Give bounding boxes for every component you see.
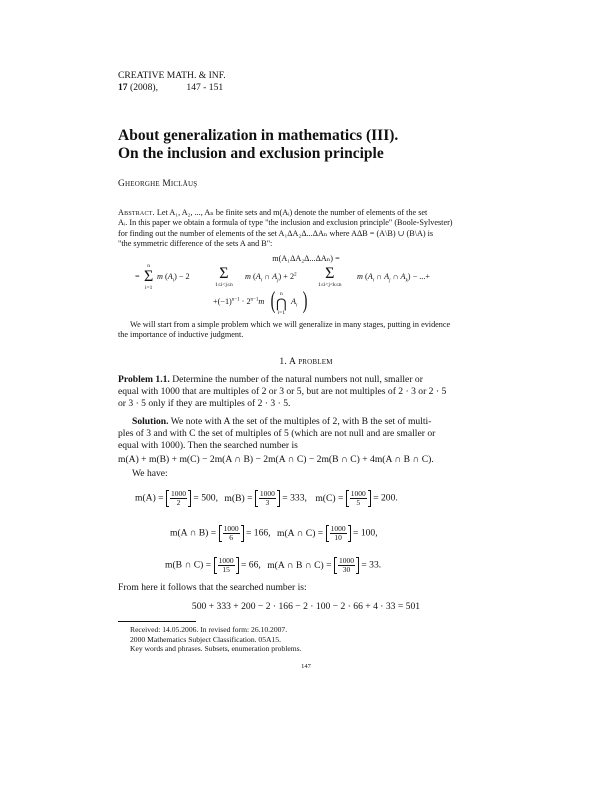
solution-line-2: ples of 3 and with C the set of multiples of 5 (which are not null and are smaller or [118,428,436,439]
received-note: Received: 14.05.2006. In revised form: 26.10.2007. [130,625,288,634]
eq-bc-rhs: = 66, [241,559,261,571]
solution-label: Solution. [132,416,169,427]
solution-line-3: equal with 1000). Then the searched number is [118,440,298,451]
eq-abc-lhs: m(A ∩ B ∩ C) = [267,559,332,571]
we-have-text: We have: [132,468,168,479]
page-number: 147 [301,663,311,670]
floor-bracket: $\frac{1000}{5}$ [346,490,371,507]
floor-bracket: $\frac{1000}{3}$ [255,490,280,507]
bracket-corner [368,506,371,507]
section-heading: 1. A problem [279,356,333,367]
eq-c-lhs: m(C) = [315,492,344,504]
equation-row-3 [165,557,381,574]
bracket-corner [326,541,329,542]
abstract-line-2: Aᵢ. In this paper we obtain a formula of type "the inclusion and exclusion principle" (Boole-Sylvester) [118,218,453,228]
bracket-corner [236,573,239,574]
abstract [118,208,478,249]
from-here-text: From here it follows that the searched number is: [118,582,307,593]
floor-bracket: $\frac{1000}{30}$ [334,557,359,574]
bracket-corner [277,506,280,507]
bracket-corner [356,573,359,574]
eq-c-rhs: = 200. [373,492,398,504]
journal-volume-line [118,82,223,93]
abstract-line-4: "the symmetric difference of the sets A and B": [118,238,273,248]
page-range: 147 - 151 [186,82,224,93]
abstract-equation-line-2: = n Σ i=1 m $(A_i) - 2$ Σ 1≤i<j≤n m ($A_i$ ∩ $A_j) + 2^2$ Σ 1≤i<j<k≤n m ($A_i$ ∩ $A_j$ ∩ $A_k$) − ...+ [135,263,430,291]
eq-abc-rhs: = 33. [361,559,382,571]
author: Gheorghe Miclăuş [118,179,198,189]
solution-line-1: We note with A the set of the multiples of 2, with B the set of multi- [170,416,432,427]
solution-block [118,416,480,480]
msc-note: 2000 Mathematics Subject Classification. 05A15. [130,634,282,644]
paper-title [118,127,398,163]
final-result: 500 + 333 + 200 − 2 · 166 − 2 · 100 − 2 · 66 + 4 · 33 = 501 [191,601,421,612]
footnote-rule [118,621,196,622]
bracket-corner [346,506,349,507]
floor-bracket: $\frac{1000}{10}$ [326,525,351,542]
title-line-2: On the inclusion and exclusion principle [118,145,384,162]
title-line-1: About generalization in mathematics (III). [118,127,399,144]
eq-ac-lhs: m(A ∩ C) = [277,527,324,539]
equation-row-2 [170,525,378,542]
problem-block [118,374,480,410]
bracket-corner [219,541,222,542]
bracket-corner [348,541,351,542]
abstract-equation-line-3: $+(-1)^{n-1} \cdot 2^{n-1}m$ ( n ⋂ i=1 $A_i$ ) [213,288,308,316]
floor-bracket: $\frac{1000}{6}$ [219,525,244,542]
eq-ab-rhs: = 166, [246,527,271,539]
floor-bracket: $\frac{1000}{2}$ [166,490,191,507]
problem-label: Problem 1.1. [118,374,170,385]
eq-a-rhs: = 500, [193,492,219,504]
abstract-line-1: Let A₁, A₂, ..., Aₙ be finite sets and m(Aᵢ) denote the number of elements of the set [156,208,428,217]
abstract-line-5: We will start from a simple problem which we will generalize in many stages, putting in evidence [130,320,451,329]
journal-name: CREATIVE MATH. & INF. [118,70,226,81]
solution-formula: m(A) + m(B) + m(C) − 2m(A ∩ B) − 2m(A ∩ C) − 2m(B ∩ C) + 4m(A ∩ B ∩ C). [118,454,434,465]
eq-a-lhs: m(A) = [135,492,164,504]
eq-ac-rhs: = 100, [353,527,378,539]
abstract-closing [118,320,480,341]
bracket-corner [214,573,217,574]
year: (2008), [130,82,158,93]
eq-b-rhs: = 333, [282,492,307,504]
floor-bracket: $\frac{1000}{15}$ [214,557,239,574]
eq-ab-lhs: m(A ∩ B) = [170,527,217,539]
problem-line-3: or 3 · 5 only if they are multiples of 2 · 3 · 5. [118,398,291,409]
abstract-label: Abstract. [118,208,155,217]
abstract-line-6: the importance of inductive judgment. [118,330,244,340]
bracket-corner [255,506,258,507]
bracket-corner [188,506,191,507]
abstract-line-3: for finding out the number of elements of the set A₁ΔA₂Δ...ΔAₙ where AΔB = (A\B) ∪ (B\A) is [118,228,434,238]
volume: 17 [118,82,128,93]
problem-line-1: Determine the number of the natural numbers not null, smaller or [172,374,423,385]
problem-line-2: equal with 1000 that are multiples of 2 or 3 or 5, but are not multiples of 2 · 3 or 2 · 5 [118,386,447,397]
eq-b-lhs: m(B) = [224,492,253,504]
eq-bc-lhs: m(B ∩ C) = [165,559,212,571]
footnotes [130,625,301,654]
abstract-equation-lhs: m(A₁ΔA₂Δ...ΔAₙ) = [272,254,340,263]
keywords-note: Key words and phrases. Subsets, enumeration problems. [130,644,302,653]
bracket-corner [334,573,337,574]
equation-row-1 [135,490,398,507]
bracket-corner [241,541,244,542]
bracket-corner [166,506,169,507]
